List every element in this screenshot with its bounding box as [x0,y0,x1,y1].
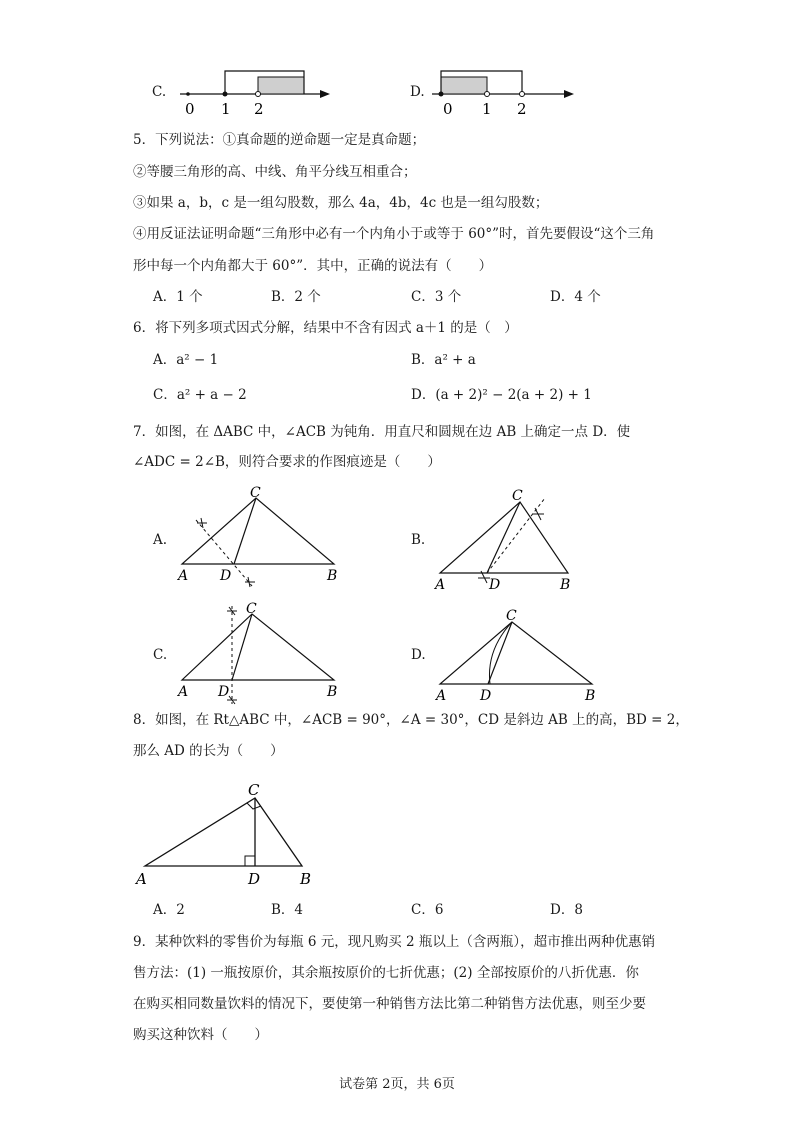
q7c-point-d: D [218,684,230,700]
q8-option-c[interactable]: C．6 [411,902,444,918]
q6-option-a[interactable]: A．a² − 1 [153,352,219,368]
q7-option-d-label[interactable]: D. [411,647,426,663]
q8-point-a: A [136,870,147,888]
q4-c-tick-1: 1 [221,100,231,118]
q7-option-a-label[interactable]: A. [153,532,168,548]
q7b-point-a: A [435,577,446,593]
q4-d-tick-1: 1 [482,100,492,118]
q9-line-2: 售方法：(1) 一瓶按原价，其余瓶按原价的七折优惠；(2) 全部按原价的八折优惠．你 [133,965,639,981]
q5-line-3: ③如果 a，b，c 是一组勾股数，那么 4a，4b，4c 也是一组勾股数； [133,195,549,211]
q9-line-4: 购买这种饮料（ ） [133,1027,268,1043]
q5-line-5: 形中每一个内角都大于 60°”．其中，正确的说法有（ ） [133,258,493,274]
q9-line-1: 9．某种饮料的零售价为每瓶 6 元，现凡购买 2 瓶以上（含两瓶），超市推出两种优惠销 [133,934,656,950]
q7-line-2: ∠ADC = 2∠B，则符合要求的作图痕迹是（ ） [133,454,441,470]
q8-option-d[interactable]: D．8 [550,902,583,918]
q8-point-b: B [300,870,312,888]
q5-option-a[interactable]: A．1 个 [153,289,203,305]
q4-c-tick-0: 0 [185,100,195,118]
q7b-point-b: B [560,577,571,593]
q4-d-tick-0: 0 [443,100,453,118]
q6-option-b[interactable]: B．a² + a [411,352,476,368]
q8-line-1: 8．如图，在 Rt△ABC 中，∠ACB = 90°，∠A = 30°，CD 是斜边 AB 上的高，BD = 2， [133,712,689,728]
q5-option-d[interactable]: D．4 个 [550,289,601,305]
q7a-point-c: C [250,485,261,501]
q7d-point-c: C [506,608,517,624]
q5-option-b[interactable]: B．2 个 [271,289,321,305]
q7a-point-d: D [220,568,232,584]
q9-line-3: 在购买相同数量饮料的情况下，要使第一种销售方法比第二种销售方法优惠，则至少要 [133,996,646,1012]
q4-d-tick-2: 2 [517,100,527,118]
q7b-point-d: D [489,577,501,593]
q8-option-b[interactable]: B．4 [271,902,304,918]
q4-option-c-label: C. [152,84,167,100]
q7-option-c-label[interactable]: C. [153,647,168,663]
q7c-point-b: B [327,684,338,700]
q5-option-c[interactable]: C．3 个 [411,289,462,305]
q4-c-tick-2: 2 [254,100,264,118]
q7c-point-a: A [178,684,189,700]
q6-stem: 6．将下列多项式因式分解，结果中不含有因式 a＋1 的是（ ） [133,320,518,336]
q7c-point-c: C [246,601,257,617]
page-footer: 试卷第 2页，共 6页 [339,1077,455,1092]
q8-point-d: D [248,870,261,888]
q5-line-4: ④用反证法证明命题“三角形中必有一个内角小于或等于 60°”时，首先要假设“这个三角 [133,226,655,242]
q8-line-2: 那么 AD 的长为（ ） [133,743,284,759]
q7-line-1: 7．如图，在 ΔABC 中，∠ACB 为钝角．用直尺和圆规在边 AB 上确定一点 D．使 [133,424,631,440]
q7d-point-b: B [585,688,596,704]
q7b-point-c: C [512,488,523,504]
q7d-point-d: D [480,688,492,704]
q7d-point-a: A [436,688,447,704]
q5-line-2: ②等腰三角形的高、中线、角平分线互相重合； [133,164,417,180]
q7a-point-a: A [178,568,189,584]
q4-option-d-label: D. [410,84,425,100]
q6-option-d[interactable]: D．(a + 2)² − 2(a + 2) + 1 [411,387,592,403]
q8-option-a[interactable]: A．2 [153,902,185,918]
q7a-point-b: B [327,568,338,584]
q6-option-c[interactable]: C．a² + a − 2 [153,387,247,403]
q7-option-b-label[interactable]: B. [411,532,426,548]
q8-point-c: C [248,781,260,799]
q5-line-1: 5．下列说法：①真命题的逆命题一定是真命题； [133,132,426,148]
